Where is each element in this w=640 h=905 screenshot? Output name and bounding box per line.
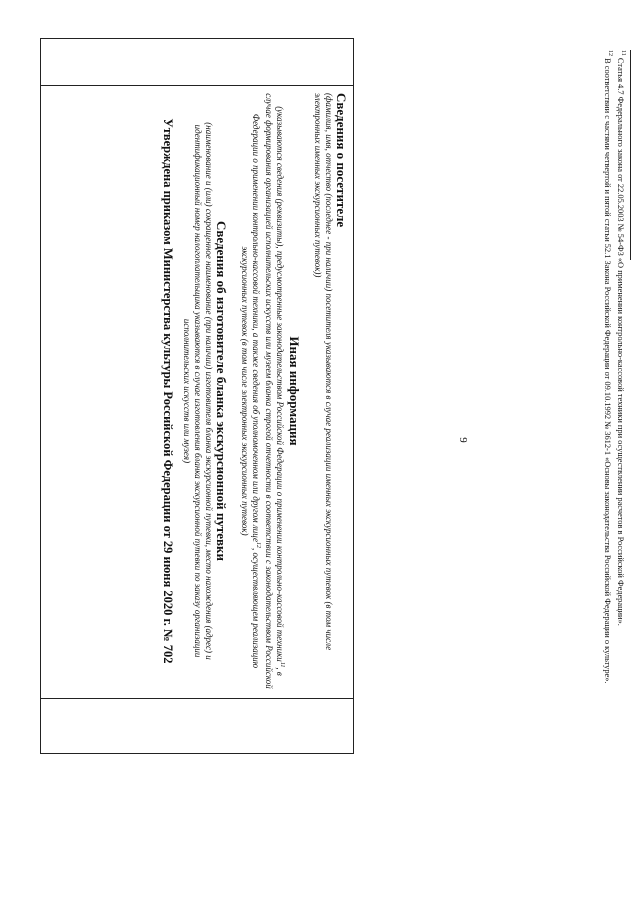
other-info-note bbox=[239, 93, 287, 689]
footnote-text: Статья 4.7 Федерального закона от 22.05.2003 № 54-ФЗ «О применении контрольно-кассовой техники при осуществлении расчетов в Российской Федерации». bbox=[616, 57, 626, 626]
footnote-rule bbox=[630, 50, 631, 260]
footnote-number: 12 bbox=[607, 50, 614, 56]
footnote-text: В соответствии с частями четвертой и пятой статьи 52.1 Закона Российской Федерации от 09.10.1992 № 3612-1 «Основы законодательства Российской Федерации о культуре». bbox=[603, 58, 613, 684]
other-note-part-2: , в случае формирования организацией исполнительских искусств или музеем бланка строгой отчетности в соответствии с законодательством Российской Федерации о применении контрольно-кассовой техники, а также сведения об уполномоченном или другом лице bbox=[251, 93, 285, 689]
other-note-part-3: , осуществляющем реализацию экскурсионных путевок (в том числе электронных экскурсионных путевок) bbox=[240, 246, 261, 669]
maker-note: (наименование и (или) сокращенное наименование (при наличии) изготовителя бланка экскурсионной путевки, место нахождения (адрес) и идентификационный номер налогоплательщика указываются в случае изготовления бланка экскурсионной путевки по заказу организации исполнительских искусств или музея) bbox=[182, 122, 214, 660]
right-empty-cell bbox=[41, 698, 353, 753]
maker-heading: Сведения об изготовителе бланка экскурсионной путевки bbox=[214, 220, 229, 562]
form-content bbox=[43, 93, 349, 689]
footnotes bbox=[602, 50, 631, 850]
approval-line: Утверждена приказом Министерства культуры Российской Федерации от 29 июня 2020 г. № 702 bbox=[161, 118, 175, 664]
footnote-number: 11 bbox=[620, 50, 626, 56]
visitor-note: (фамилия, имя, отчество (последнее - при наличии) посетителя указываются в случае реализации именных экскурсионных путевок (в том числе электронных именных экскурсионных путевок)) bbox=[313, 93, 334, 651]
visitor-heading: Сведения о посетителе bbox=[334, 93, 349, 228]
footnote-ref-11: 11 bbox=[279, 661, 285, 668]
footnote-11 bbox=[615, 50, 628, 850]
footnote-12 bbox=[602, 50, 615, 850]
rotated-landscape-content bbox=[40, 38, 354, 754]
left-empty-cell bbox=[41, 39, 353, 86]
other-note-part-1: (указываются сведения (реквизиты), предусмотренные законодательством Российской Федерации о применении контрольно-кассовой техники bbox=[275, 106, 285, 662]
form-frame bbox=[40, 38, 354, 754]
other-info-heading: Иная информация bbox=[287, 336, 302, 446]
footnote-list bbox=[602, 50, 628, 850]
footnote-ref-12: 12 bbox=[255, 541, 261, 548]
page-number: 9 bbox=[457, 437, 469, 443]
